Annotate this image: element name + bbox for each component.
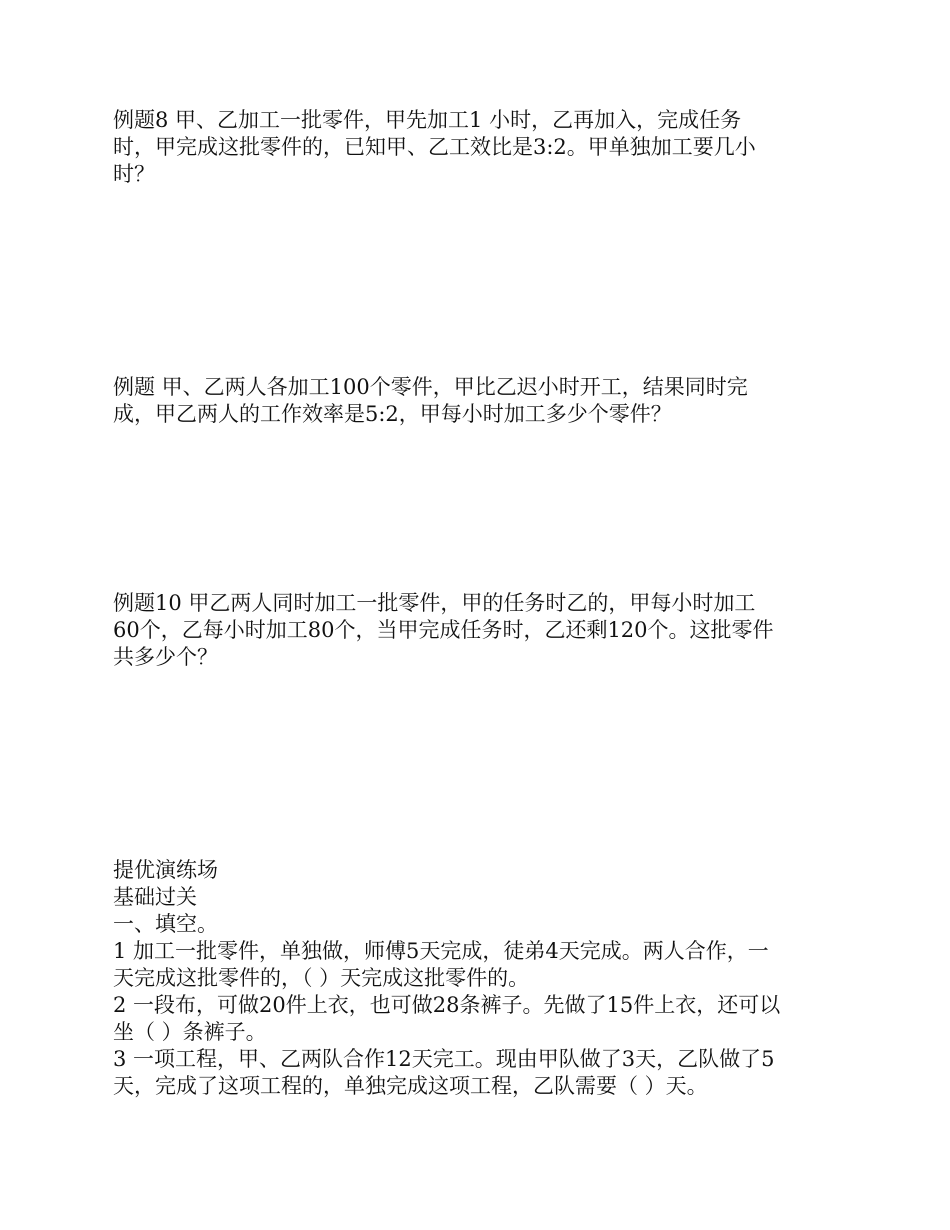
example-8-line-2: 时，甲完成这批零件的，已知甲、乙工效比是3:2。甲单独加工要几小 xyxy=(113,135,756,159)
question-1-line-1: 1 加工一批零件，单独做，师傅5天完成，徒弟4天完成。两人合作，一 xyxy=(113,939,769,963)
subsection-title: 基础过关 xyxy=(113,885,197,909)
question-2-line-2: 坐（ ）条裤子。 xyxy=(113,1020,267,1044)
example-10-line-1: 例题10 甲乙两人同时加工一批零件，甲的任务时乙的，甲每小时加工 xyxy=(113,591,756,615)
example-8-line-3: 时？ xyxy=(113,162,155,186)
section-title: 提优演练场 xyxy=(113,858,218,882)
example-8-line-1: 例题8 甲、乙加工一批零件，甲先加工1 小时，乙再加入，完成任务 xyxy=(113,108,742,132)
part-title: 一、填空。 xyxy=(113,912,218,936)
question-3-line-1: 3 一项工程，甲、乙两队合作12天完工。现由甲队做了3天，乙队做了5 xyxy=(113,1047,775,1071)
example-10-line-3: 共多少个？ xyxy=(113,645,218,669)
example-9-line-2: 成，甲乙两人的工作效率是5:2，甲每小时加工多少个零件？ xyxy=(113,402,672,426)
question-2-line-1: 2 一段布，可做20件上衣，也可做28条裤子。先做了15件上衣，还可以 xyxy=(113,993,781,1017)
example-10-line-2: 60个，乙每小时加工80个，当甲完成任务时，乙还剩120个。这批零件 xyxy=(113,618,774,642)
example-9-line-1: 例题 甲、乙两人各加工100个零件，甲比乙迟小时开工，结果同时完 xyxy=(113,375,748,399)
question-3-line-2: 天，完成了这项工程的，单独完成这项工程，乙队需要（ ）天。 xyxy=(113,1074,708,1098)
question-1-line-2: 天完成这批零件的，（ ）天完成这批零件的。 xyxy=(113,966,530,990)
